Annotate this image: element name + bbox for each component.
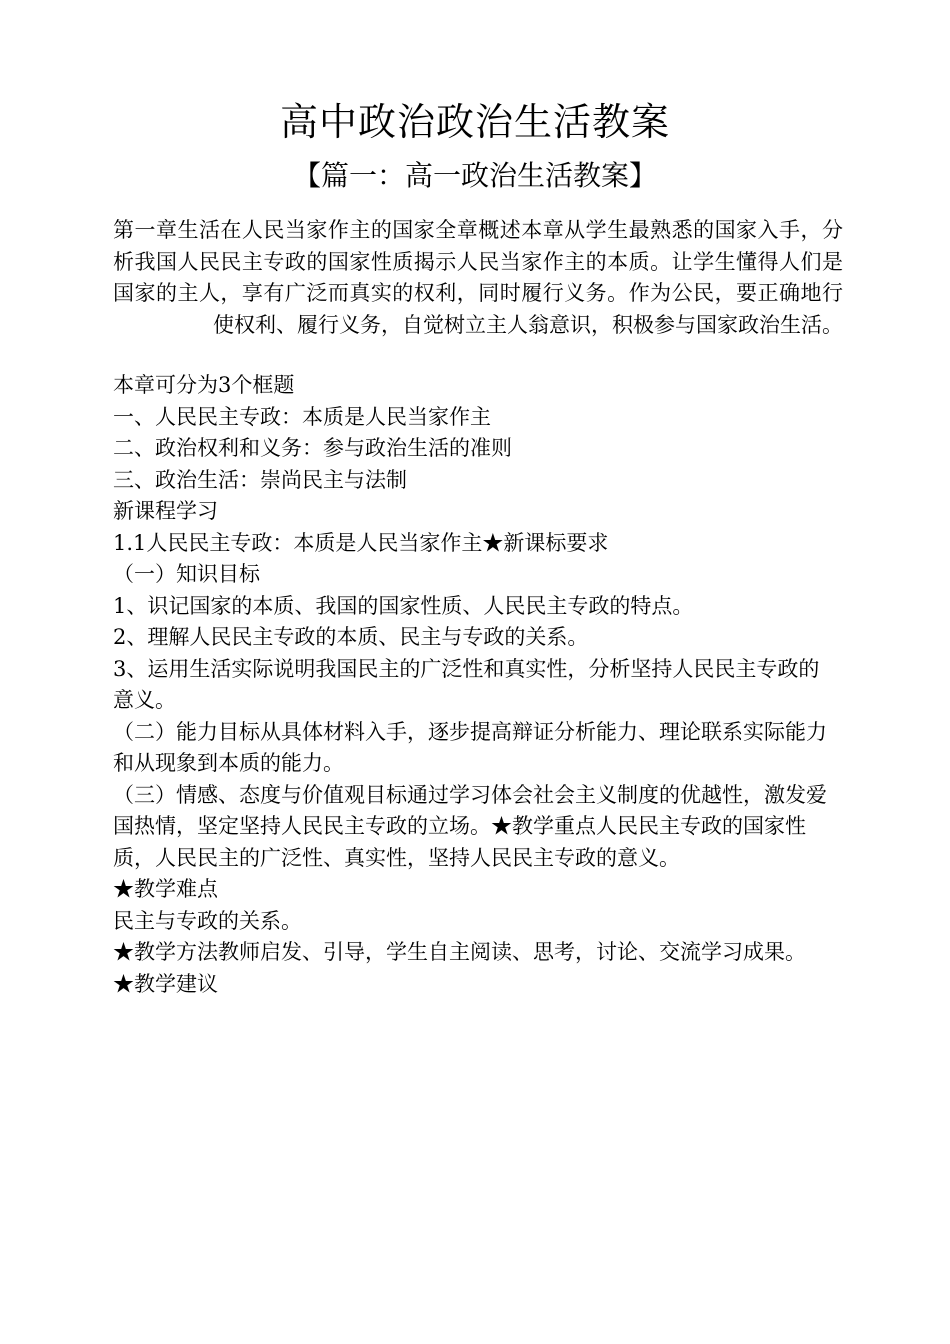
body-paragraph: 三、政治生活：崇尚民主与法制 — [113, 467, 407, 492]
body-paragraph: 一、人民民主专政：本质是人民当家作主 — [113, 404, 491, 429]
body-paragraphs — [113, 370, 843, 1000]
body-paragraph: 1.1人民民主专政：本质是人民当家作主★新课标要求 — [113, 530, 609, 555]
document-subtitle: 【篇一：高一政治生活教案】 — [292, 159, 657, 192]
body-paragraph: 新课程学习 — [113, 499, 218, 523]
body-paragraph: 民主与专政的关系。 — [113, 908, 302, 933]
body-paragraph: ★教学建议 — [113, 971, 218, 996]
body-paragraph: （二）能力目标从具体材料入手，逐步提高辩证分析能力、理论联系实际能力和从现象到本质的能力。 — [113, 719, 827, 775]
body-paragraph: （三）情感、态度与价值观目标通过学习体会社会主义制度的优越性，激发爱国热情，坚定坚持人民民主专政的立场。★教学重点人民民主专政的国家性质，人民民主的广泛性、真实性，坚持人民民主专政的意义。 — [113, 782, 827, 870]
body-paragraph: ★教学难点 — [113, 877, 218, 901]
body-paragraph: 1、识记国家的本质、我国的国家性质、人民民主专政的特点。 — [113, 593, 694, 618]
intro-paragraph: 第一章生活在人民当家作主的国家全章概述本章从学生最熟悉的国家入手，分析我国人民民主专政的国家性质揭示人民当家作主的本质。让学生懂得人们是国家的主人，享有广泛而真实的权利，同时履行义务。作为公民，要正确地行使权利、履行义务，自觉树立主人翁意识，积极参与国家政治生活。 — [113, 218, 843, 337]
body-paragraph: 3、运用生活实际说明我国民主的广泛性和真实性，分析坚持人民民主专政的意义。 — [113, 656, 820, 712]
body-paragraph: ★教学方法教师启发、引导，学生自主阅读、思考，讨论、交流学习成果。 — [113, 940, 806, 964]
body-paragraph: 本章可分为3个框题 — [113, 373, 295, 397]
document-title: 高中政治政治生活教案 — [279, 100, 670, 144]
body-paragraph: 二、政治权利和义务：参与政治生活的准则 — [113, 436, 512, 460]
body-paragraph: （一）知识目标 — [113, 562, 260, 586]
body-paragraph: 2、理解人民民主专政的本质、民主与专政的关系。 — [113, 625, 589, 649]
